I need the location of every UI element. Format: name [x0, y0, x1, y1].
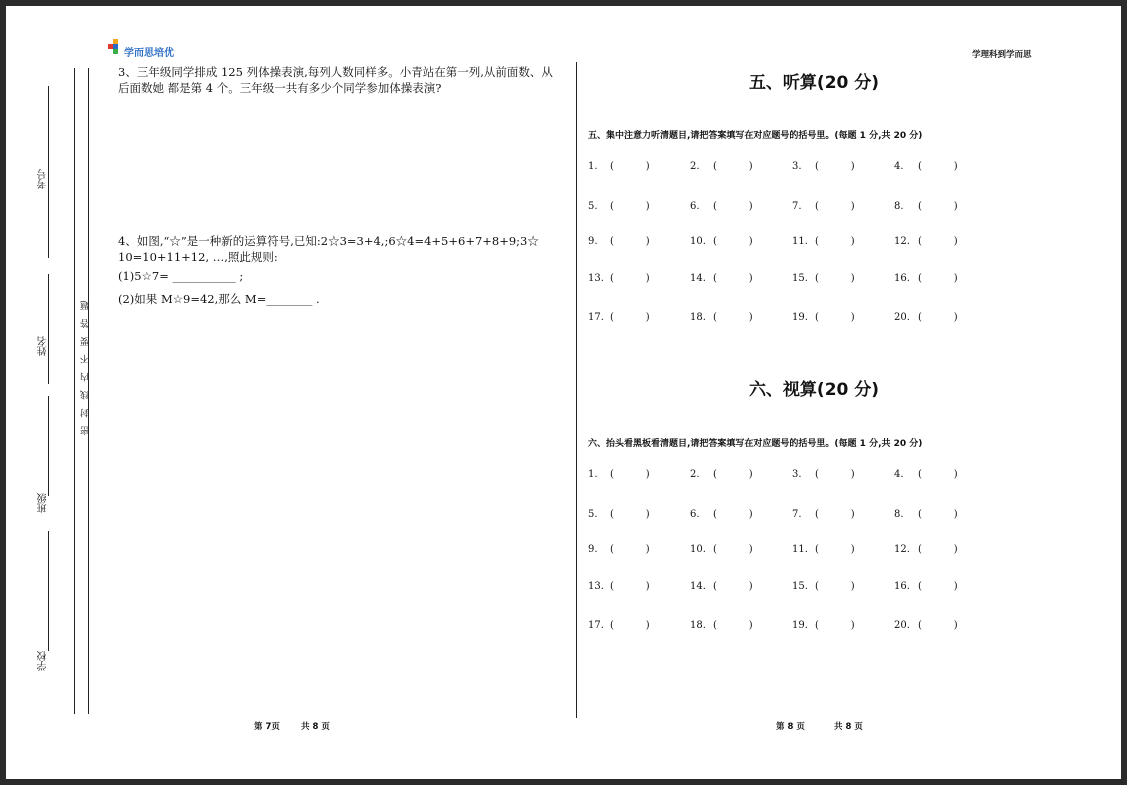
exam-page [6, 6, 1121, 779]
section5-item-number: 11. [792, 236, 808, 247]
section6-item-number: 20. [894, 620, 910, 631]
question-4-line1: 4、如图,“☆”是一种新的运算符号,已知:2☆3=3+4,;6☆4=4+5+6+7+8+9;3☆ [118, 234, 539, 248]
section6-item-number: 12. [894, 544, 910, 555]
section5-item-number: 18. [690, 312, 706, 323]
section5-item-number: 2. [690, 161, 700, 172]
section6-answer-bracket[interactable]: ( ) [815, 620, 855, 631]
section6-item-number: 4. [894, 469, 904, 480]
section5-answer-bracket[interactable]: ( ) [815, 161, 855, 172]
seal-note: 密 封 线 内 不 要 答 题 [81, 298, 91, 436]
logo-icon [108, 39, 124, 55]
section5-answer-bracket[interactable]: ( ) [918, 236, 958, 247]
section6-answer-bracket[interactable]: ( ) [713, 544, 753, 555]
section6-item-number: 19. [792, 620, 808, 631]
section6-answer-bracket[interactable]: ( ) [610, 620, 650, 631]
section6-item-number: 11. [792, 544, 808, 555]
field-xuexiao-label: 学校 [38, 651, 49, 671]
section6-item-number: 14. [690, 581, 706, 592]
section6-item-number: 15. [792, 581, 808, 592]
section6-item-number: 17. [588, 620, 604, 631]
section5-answer-bracket[interactable]: ( ) [610, 312, 650, 323]
section6-answer-bracket[interactable]: ( ) [713, 509, 753, 520]
section6-answer-bracket[interactable]: ( ) [713, 620, 753, 631]
section5-answer-bracket[interactable]: ( ) [918, 201, 958, 212]
seal-line-outer [74, 68, 75, 714]
section5-item-number: 17. [588, 312, 604, 323]
field-banji-label: 班级 [38, 493, 49, 513]
section5-item-number: 15. [792, 273, 808, 284]
header-right-text: 学理科到学而思 [972, 50, 1032, 60]
section6-answer-bracket[interactable]: ( ) [815, 509, 855, 520]
question-4-line2: 10=10+11+12, …,照此规则: [118, 250, 278, 264]
section6-item-number: 3. [792, 469, 802, 480]
section5-answer-bracket[interactable]: ( ) [815, 273, 855, 284]
section6-item-number: 9. [588, 544, 598, 555]
section5-item-number: 16. [894, 273, 910, 284]
footer-right-page: 第 8 页 [776, 722, 805, 732]
section6-answer-bracket[interactable]: ( ) [918, 469, 958, 480]
section5-answer-bracket[interactable]: ( ) [713, 312, 753, 323]
section6-item-number: 16. [894, 581, 910, 592]
section5-answer-bracket[interactable]: ( ) [610, 161, 650, 172]
section5-answer-bracket[interactable]: ( ) [918, 161, 958, 172]
section5-answer-bracket[interactable]: ( ) [610, 236, 650, 247]
section5-item-number: 1. [588, 161, 598, 172]
section-5-instruction: 五、集中注意力听清题目,请把答案填写在对应题号的括号里。(每题 1 分,共 20 分) [588, 131, 923, 141]
section6-answer-bracket[interactable]: ( ) [610, 581, 650, 592]
section5-item-number: 14. [690, 273, 706, 284]
binding-line-left [48, 531, 49, 651]
section-6-instruction: 六、抬头看黑板看清题目,请把答案填写在对应题号的括号里。(每题 1 分,共 20 分) [588, 439, 923, 449]
binding-line-left [48, 396, 49, 496]
section5-item-number: 9. [588, 236, 598, 247]
column-divider [576, 62, 577, 718]
section5-item-number: 8. [894, 201, 904, 212]
binding-line-left [48, 274, 49, 384]
section5-item-number: 6. [690, 201, 700, 212]
section6-answer-bracket[interactable]: ( ) [918, 620, 958, 631]
section6-item-number: 2. [690, 469, 700, 480]
section-5-title: 五、听算(20 分) [748, 73, 880, 93]
section5-answer-bracket[interactable]: ( ) [918, 273, 958, 284]
section5-item-number: 5. [588, 201, 598, 212]
section6-answer-bracket[interactable]: ( ) [918, 509, 958, 520]
question-3 [118, 64, 570, 96]
logo-text: 学而思培优 [124, 48, 174, 59]
section6-answer-bracket[interactable]: ( ) [918, 581, 958, 592]
section5-item-number: 12. [894, 236, 910, 247]
footer-left-total: 共 8 页 [301, 722, 330, 732]
section6-item-number: 6. [690, 509, 700, 520]
section6-answer-bracket[interactable]: ( ) [610, 469, 650, 480]
section5-item-number: 10. [690, 236, 706, 247]
section5-item-number: 19. [792, 312, 808, 323]
section5-item-number: 4. [894, 161, 904, 172]
section5-answer-bracket[interactable]: ( ) [713, 201, 753, 212]
section5-answer-bracket[interactable]: ( ) [713, 236, 753, 247]
question-4 [118, 233, 574, 265]
section6-answer-bracket[interactable]: ( ) [610, 509, 650, 520]
section6-item-number: 10. [690, 544, 706, 555]
section-6-title: 六、视算(20 分) [748, 380, 880, 400]
section6-answer-bracket[interactable]: ( ) [815, 469, 855, 480]
field-xingming-label: 姓名 [38, 336, 49, 356]
section5-answer-bracket[interactable]: ( ) [815, 201, 855, 212]
section6-answer-bracket[interactable]: ( ) [610, 544, 650, 555]
section6-item-number: 1. [588, 469, 598, 480]
section5-item-number: 7. [792, 201, 802, 212]
section5-answer-bracket[interactable]: ( ) [713, 273, 753, 284]
footer-left-page: 第 7页 [254, 722, 280, 732]
field-kaohao-label: 考号 [38, 169, 49, 189]
section5-answer-bracket[interactable]: ( ) [918, 312, 958, 323]
section6-item-number: 18. [690, 620, 706, 631]
section6-item-number: 13. [588, 581, 604, 592]
section6-answer-bracket[interactable]: ( ) [815, 581, 855, 592]
section6-item-number: 5. [588, 509, 598, 520]
section6-item-number: 7. [792, 509, 802, 520]
section6-item-number: 8. [894, 509, 904, 520]
question-4-sub2: (2)如果 M☆9=42,那么 M=________ . [118, 292, 320, 306]
question-3-line2: 后面数她 都是第 4 个。三年级一共有多少个同学参加体操表演? [118, 81, 442, 95]
question-4-sub1: (1)5☆7= ___________ ; [118, 269, 244, 283]
section6-answer-bracket[interactable]: ( ) [815, 544, 855, 555]
section5-answer-bracket[interactable]: ( ) [815, 236, 855, 247]
section6-answer-bracket[interactable]: ( ) [713, 581, 753, 592]
section5-answer-bracket[interactable]: ( ) [713, 161, 753, 172]
section5-item-number: 20. [894, 312, 910, 323]
section5-item-number: 13. [588, 273, 604, 284]
section5-answer-bracket[interactable]: ( ) [610, 201, 650, 212]
question-3-line1: 3、三年级同学排成 125 列体操表演,每列人数同样多。小青站在第一列,从前面数、从 [118, 65, 553, 79]
section5-answer-bracket[interactable]: ( ) [610, 273, 650, 284]
footer-right-total: 共 8 页 [834, 722, 863, 732]
section5-item-number: 3. [792, 161, 802, 172]
section6-answer-bracket[interactable]: ( ) [713, 469, 753, 480]
section5-answer-bracket[interactable]: ( ) [815, 312, 855, 323]
section6-answer-bracket[interactable]: ( ) [918, 544, 958, 555]
